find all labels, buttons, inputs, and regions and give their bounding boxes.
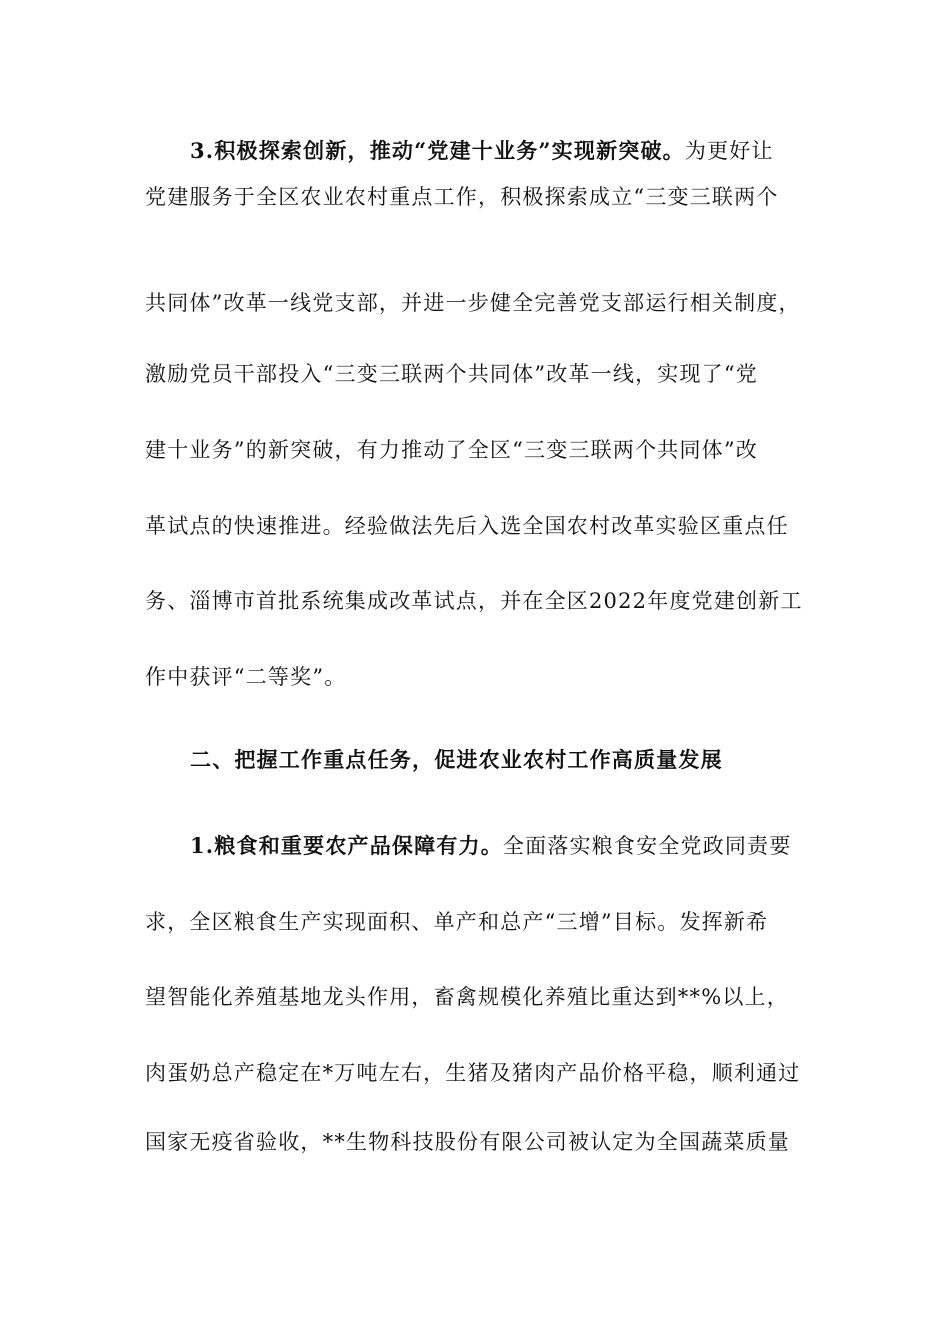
paragraph-1-text: 全面落实粮食安全党政同责要 <box>502 834 792 858</box>
section-heading-2: 二、把握工作重点任务，促进农业农村工作高质量发展 <box>190 747 723 772</box>
paragraph-3-lead: 3.积极探索创新，推动“党建十业务”实现新突破。 <box>190 138 685 163</box>
paragraph-3-line-2: 党建服务于全区农业农村重点工作，积极探索成立“三变三联两个 <box>145 185 779 209</box>
paragraph-1-lead: 1.粮食和重要农产品保障有力。 <box>190 833 503 858</box>
paragraph-3-line-1 <box>190 137 855 165</box>
paragraph-3-line-6: 革试点的快速推进。经验做法先后入选全国农村改革实验区重点任 <box>145 514 789 538</box>
paragraph-1-line-2: 求，全区粮食生产实现面积、单产和总产“三增”目标。发挥新希 <box>145 910 769 934</box>
paragraph-3-line-3: 共同体”改革一线党支部，并进一步健全完善党支部运行相关制度， <box>145 291 801 315</box>
paragraph-1-line-1 <box>190 832 855 860</box>
paragraph-3-line-8: 作中获评“二等奖”。 <box>145 665 347 689</box>
paragraph-3-line-5: 建十业务”的新突破，有力推动了全区“三变三联两个共同体”改 <box>145 438 759 462</box>
paragraph-3-line-7: 务、淄博市首批系统集成改革试点，并在全区2022年度党建创新工 <box>145 589 803 613</box>
paragraph-1-line-4: 肉蛋奶总产稳定在*万吨左右，生猪及猪肉产品价格平稳，顺利通过 <box>145 1061 801 1085</box>
paragraph-1-line-3: 望智能化养殖基地龙头作用，畜禽规模化养殖比重达到**%以上， <box>145 985 789 1009</box>
paragraph-3-text: 为更好让 <box>684 139 774 163</box>
paragraph-3-line-4: 激励党员干部投入“三变三联两个共同体”改革一线，实现了“党 <box>145 362 759 386</box>
paragraph-1-line-5: 国家无疫省验收，**生物科技股份有限公司被认定为全国蔬菜质量 <box>145 1130 790 1154</box>
